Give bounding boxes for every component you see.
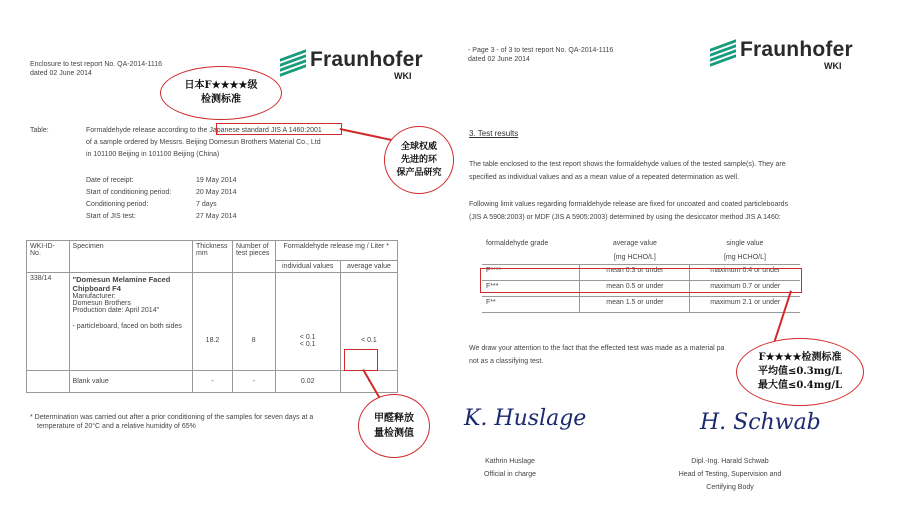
annotation-authority [384, 126, 454, 194]
annotation-text: 先进的环 [400, 154, 437, 165]
left-report-number: Enclosure to test report No. QA-2014-1116 [30, 61, 163, 68]
intro-line: in 101100 Beijing in 101100 Beijing (China) [86, 151, 220, 158]
signatory-role: Certifying Body [706, 484, 754, 491]
intro-line: Formaldehyde release according to the Japanese standard JIS A 1460:2001 [86, 127, 322, 134]
grade-name: F**** [486, 266, 502, 274]
paragraph-1 [469, 158, 786, 184]
cell-blank-individual: 0.02 [275, 371, 340, 393]
right-fraunhofer-logo [710, 38, 853, 71]
th-single: single value [726, 240, 764, 247]
unit-average: [mg HCHO/L] [613, 254, 656, 261]
table-row [27, 371, 398, 393]
annotation-f4-standard [736, 338, 864, 406]
individual-value: < 0.1 [299, 333, 316, 341]
section-title: 3. Test results [469, 129, 519, 138]
signatory-role: Official in charge [483, 471, 536, 478]
paragraph-3 [469, 342, 724, 368]
grade-name: F*** [486, 282, 499, 290]
annotation-text: 量检测值 [374, 428, 414, 439]
paragraph-line: The table enclosed to the test report shows the formaldehyde values of the tested sample(s). They are [469, 161, 786, 168]
cell-id: 338/14 [27, 273, 70, 371]
signature-huslage: K. Huslage [464, 406, 587, 431]
left-report-header [30, 60, 162, 78]
fraunhofer-logo-icon [710, 40, 736, 60]
right-report-header [468, 46, 613, 64]
cell-specimen [69, 273, 192, 371]
grade-single: maximum 0.4 or under [690, 264, 800, 280]
signatory-name: Kathrin Huslage [485, 458, 535, 465]
cell-blank-pieces: - [232, 371, 275, 393]
th-thickness: Thickness mm [193, 241, 233, 273]
logo-wki: WKI [824, 61, 842, 71]
annotation-text: 检测标准 [201, 94, 241, 105]
annotation-text: 最大值≤0.4mg/L [757, 380, 843, 391]
logo-wordmark: Fraunhofer [310, 48, 423, 71]
date-value: 20 May 2014 [196, 189, 237, 196]
highlight-average-value [344, 349, 378, 371]
highlight-grade-row [480, 268, 802, 293]
cell-pieces: 8 [232, 273, 275, 371]
right-page-number: - Page 3 - of 3 to test report No. QA-2014-1116 [468, 47, 614, 54]
paragraph-line: We draw your attention to the fact that the effected test was made as a material pa [469, 345, 725, 352]
paragraph-2 [469, 198, 788, 224]
paragraph-line: Following limit values regarding formaldehyde release are fixed for uncoated and coated particleboards [469, 201, 789, 208]
th-average: average value [340, 261, 397, 273]
annotation-text: 甲醛释放 [374, 413, 414, 424]
date-label: Start of conditioning period: [86, 189, 172, 196]
cell-blank-thickness: - [193, 371, 233, 393]
results-table [26, 240, 398, 393]
signature-schwab: H. Schwab [700, 410, 821, 435]
specimen-line: Domesun Brothers [72, 300, 131, 307]
footnote [30, 413, 313, 431]
date-value: 7 days [196, 201, 217, 208]
specimen-line: Manufacturer: [72, 293, 116, 300]
grade-single: maximum 0.7 or under [690, 280, 800, 296]
th-individual: individual values [275, 261, 340, 273]
annotation-text: 保产品研究 [396, 167, 442, 178]
grade-average: mean 1.5 or under [580, 296, 690, 312]
annotation-text: F★★★★检测标准 [758, 352, 842, 363]
highlight-standard [216, 123, 342, 135]
date-value: 27 May 2014 [196, 213, 237, 220]
annotation-text: 日本F★★★★级 [184, 80, 258, 91]
signatory-name: Dipl.-Ing. Harald Schwab [691, 458, 769, 465]
th-specimen: Specimen [69, 241, 192, 273]
dates-block [86, 176, 236, 224]
paragraph-line: specified as individual values and as a mean value of a repeated determination as well. [469, 174, 740, 181]
grade-single: maximum 2.1 or under [690, 296, 800, 312]
logo-wki: WKI [394, 71, 412, 81]
specimen-line: Production date: April 2014" [72, 307, 160, 314]
specimen-line: - particleboard, faced on both sides [72, 323, 182, 330]
th-id: WKI-ID-No. [27, 241, 70, 273]
footnote-line: * Determination was carried out after a prior conditioning of the samples for seven days at a [30, 414, 314, 421]
individual-value: < 0.1 [299, 340, 316, 348]
table-row [27, 273, 398, 371]
table-label: Table: [30, 127, 49, 134]
grade-name: F** [486, 298, 496, 306]
intro-line: of a sample ordered by Messrs. Beijing Domesun Brothers Material Co., Ltd [86, 139, 321, 146]
th-grade: formaldehyde grade [486, 240, 549, 247]
cell-average: < 0.1 [340, 273, 397, 371]
footnote-line: temperature of 20°C and a relative humidity of 65% [37, 423, 196, 430]
cell-thickness: 18.2 [193, 273, 233, 371]
grade-row [482, 296, 800, 312]
logo-wordmark: Fraunhofer [740, 38, 853, 61]
date-value: 19 May 2014 [196, 177, 237, 184]
date-label: Start of JIS test: [86, 213, 136, 220]
date-label: Date of receipt: [86, 177, 134, 184]
date-label: Conditioning period: [86, 201, 149, 208]
specimen-title: "Domesun Melamine Faced Chipboard F4 [72, 275, 171, 293]
right-report-date: dated 02 June 2014 [468, 56, 530, 63]
signatory-1 [460, 455, 560, 481]
grade-average: mean 0.5 or under [580, 280, 690, 296]
cell-blank-label: Blank value [69, 371, 192, 393]
left-report-date: dated 02 June 2014 [30, 70, 92, 77]
annotation-japan-standard [160, 66, 282, 120]
signatory-role: Head of Testing, Supervision and [678, 471, 782, 478]
unit-single: [mg HCHO/L] [723, 254, 766, 261]
annotation-release-value [358, 394, 430, 458]
th-formaldehyde: Formaldehyde release mg / Liter * [275, 241, 398, 261]
th-average: average value [612, 240, 657, 247]
fraunhofer-logo-icon [280, 50, 306, 70]
left-fraunhofer-logo [280, 48, 423, 81]
grade-average: mean 0.3 or under [580, 264, 690, 280]
paragraph-line: (JIS A 5908:2003) or MDF (JIS A 5905:2003) determined by using the desiccator method JIS A 1460: [469, 214, 781, 221]
annotation-text: 平均值≤0.3mg/L [757, 366, 843, 377]
signatory-2 [660, 455, 800, 494]
th-pieces: Number of test pieces [232, 241, 275, 273]
paragraph-line: not as a classifying test. [469, 358, 544, 365]
annotation-text: 全球权威 [400, 141, 437, 152]
cell-individual [275, 273, 340, 371]
